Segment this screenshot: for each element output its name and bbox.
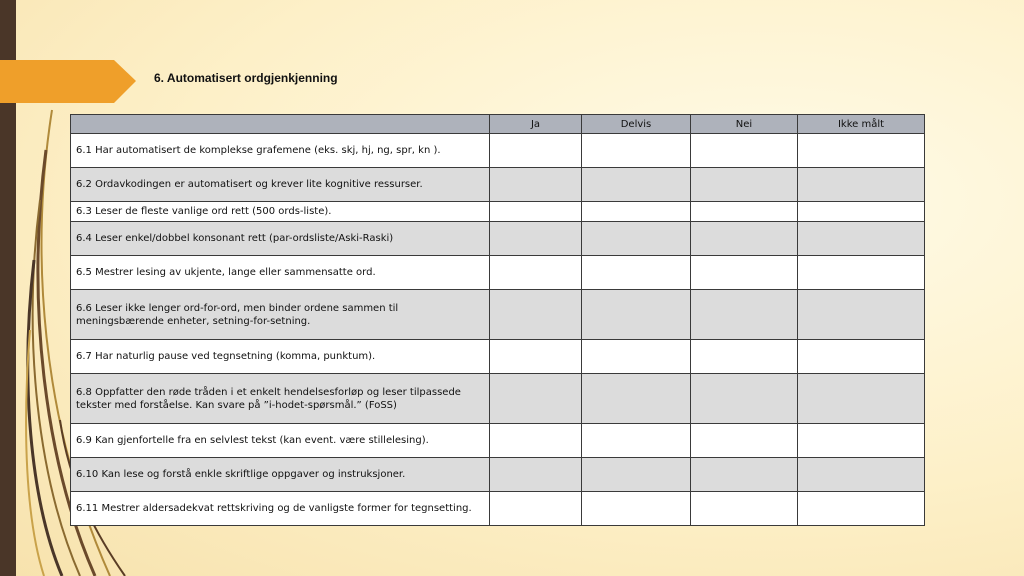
- cell-ja[interactable]: [490, 256, 582, 290]
- table-row: [71, 134, 925, 168]
- cell-ikke-malt[interactable]: [798, 202, 925, 222]
- cell-nei[interactable]: [691, 256, 798, 290]
- item-text: 6.11 Mestrer aldersadekvat rettskriving og de vanligste former for tegnsetting.: [71, 492, 490, 526]
- table-row: [71, 202, 925, 222]
- column-header-delvis: Delvis: [582, 115, 691, 134]
- column-header-nei: Nei: [691, 115, 798, 134]
- cell-delvis[interactable]: [582, 290, 691, 340]
- item-text: 6.1 Har automatisert de komplekse grafemene (eks. skj, hj, ng, spr, kn ).: [71, 134, 490, 168]
- cell-ja[interactable]: [490, 290, 582, 340]
- cell-nei[interactable]: [691, 458, 798, 492]
- item-text: 6.6 Leser ikke lenger ord-for-ord, men binder ordene sammen til meningsbærende enheter, setning-for-setning.: [71, 290, 490, 340]
- item-text: 6.2 Ordavkodingen er automatisert og krever lite kognitive ressurser.: [71, 168, 490, 202]
- item-text: 6.7 Har naturlig pause ved tegnsetning (komma, punktum).: [71, 340, 490, 374]
- cell-delvis[interactable]: [582, 134, 691, 168]
- cell-ja[interactable]: [490, 458, 582, 492]
- cell-ikke-malt[interactable]: [798, 458, 925, 492]
- cell-nei[interactable]: [691, 340, 798, 374]
- cell-ikke-malt[interactable]: [798, 256, 925, 290]
- cell-ja[interactable]: [490, 134, 582, 168]
- cell-delvis[interactable]: [582, 168, 691, 202]
- table-row: [71, 492, 925, 526]
- cell-ja[interactable]: [490, 202, 582, 222]
- cell-ja[interactable]: [490, 492, 582, 526]
- table-header-row: [71, 115, 925, 134]
- table-row: [71, 168, 925, 202]
- cell-ikke-malt[interactable]: [798, 290, 925, 340]
- cell-ja[interactable]: [490, 424, 582, 458]
- item-text: 6.10 Kan lese og forstå enkle skriftlige oppgaver og instruksjoner.: [71, 458, 490, 492]
- item-text: 6.9 Kan gjenfortelle fra en selvlest tekst (kan event. være stillelesing).: [71, 424, 490, 458]
- column-header-ikke-malt: Ikke målt: [798, 115, 925, 134]
- cell-ikke-malt[interactable]: [798, 374, 925, 424]
- column-header-item: [71, 115, 490, 134]
- table-row: [71, 424, 925, 458]
- cell-nei[interactable]: [691, 168, 798, 202]
- cell-nei[interactable]: [691, 134, 798, 168]
- cell-ikke-malt[interactable]: [798, 492, 925, 526]
- cell-nei[interactable]: [691, 222, 798, 256]
- table-row: [71, 290, 925, 340]
- table-row: [71, 374, 925, 424]
- cell-ja[interactable]: [490, 222, 582, 256]
- cell-delvis[interactable]: [582, 256, 691, 290]
- page-title: 6. Automatisert ordgjenkjenning: [154, 71, 338, 85]
- cell-nei[interactable]: [691, 374, 798, 424]
- table-row: [71, 222, 925, 256]
- cell-delvis[interactable]: [582, 340, 691, 374]
- column-header-ja: Ja: [490, 115, 582, 134]
- cell-ikke-malt[interactable]: [798, 168, 925, 202]
- title-accent-tab: [0, 60, 136, 103]
- cell-nei[interactable]: [691, 492, 798, 526]
- item-text: 6.8 Oppfatter den røde tråden i et enkelt hendelsesforløp og leser tilpassede tekster med forståelse. Kan svare på ”i-hodet-spørsmål.” (FoSS): [71, 374, 490, 424]
- cell-delvis[interactable]: [582, 202, 691, 222]
- cell-ja[interactable]: [490, 340, 582, 374]
- table-row: [71, 340, 925, 374]
- item-text: 6.5 Mestrer lesing av ukjente, lange eller sammensatte ord.: [71, 256, 490, 290]
- assessment-table: [70, 114, 925, 526]
- cell-delvis[interactable]: [582, 424, 691, 458]
- item-text: 6.3 Leser de fleste vanlige ord rett (500 ords-liste).: [71, 202, 490, 222]
- cell-ikke-malt[interactable]: [798, 134, 925, 168]
- cell-ikke-malt[interactable]: [798, 222, 925, 256]
- cell-nei[interactable]: [691, 424, 798, 458]
- cell-nei[interactable]: [691, 202, 798, 222]
- item-text: 6.4 Leser enkel/dobbel konsonant rett (par-ordsliste/Aski-Raski): [71, 222, 490, 256]
- cell-delvis[interactable]: [582, 492, 691, 526]
- cell-delvis[interactable]: [582, 458, 691, 492]
- table-row: [71, 256, 925, 290]
- cell-nei[interactable]: [691, 290, 798, 340]
- cell-delvis[interactable]: [582, 374, 691, 424]
- cell-ikke-malt[interactable]: [798, 424, 925, 458]
- cell-ja[interactable]: [490, 168, 582, 202]
- table-row: [71, 458, 925, 492]
- cell-delvis[interactable]: [582, 222, 691, 256]
- cell-ikke-malt[interactable]: [798, 340, 925, 374]
- cell-ja[interactable]: [490, 374, 582, 424]
